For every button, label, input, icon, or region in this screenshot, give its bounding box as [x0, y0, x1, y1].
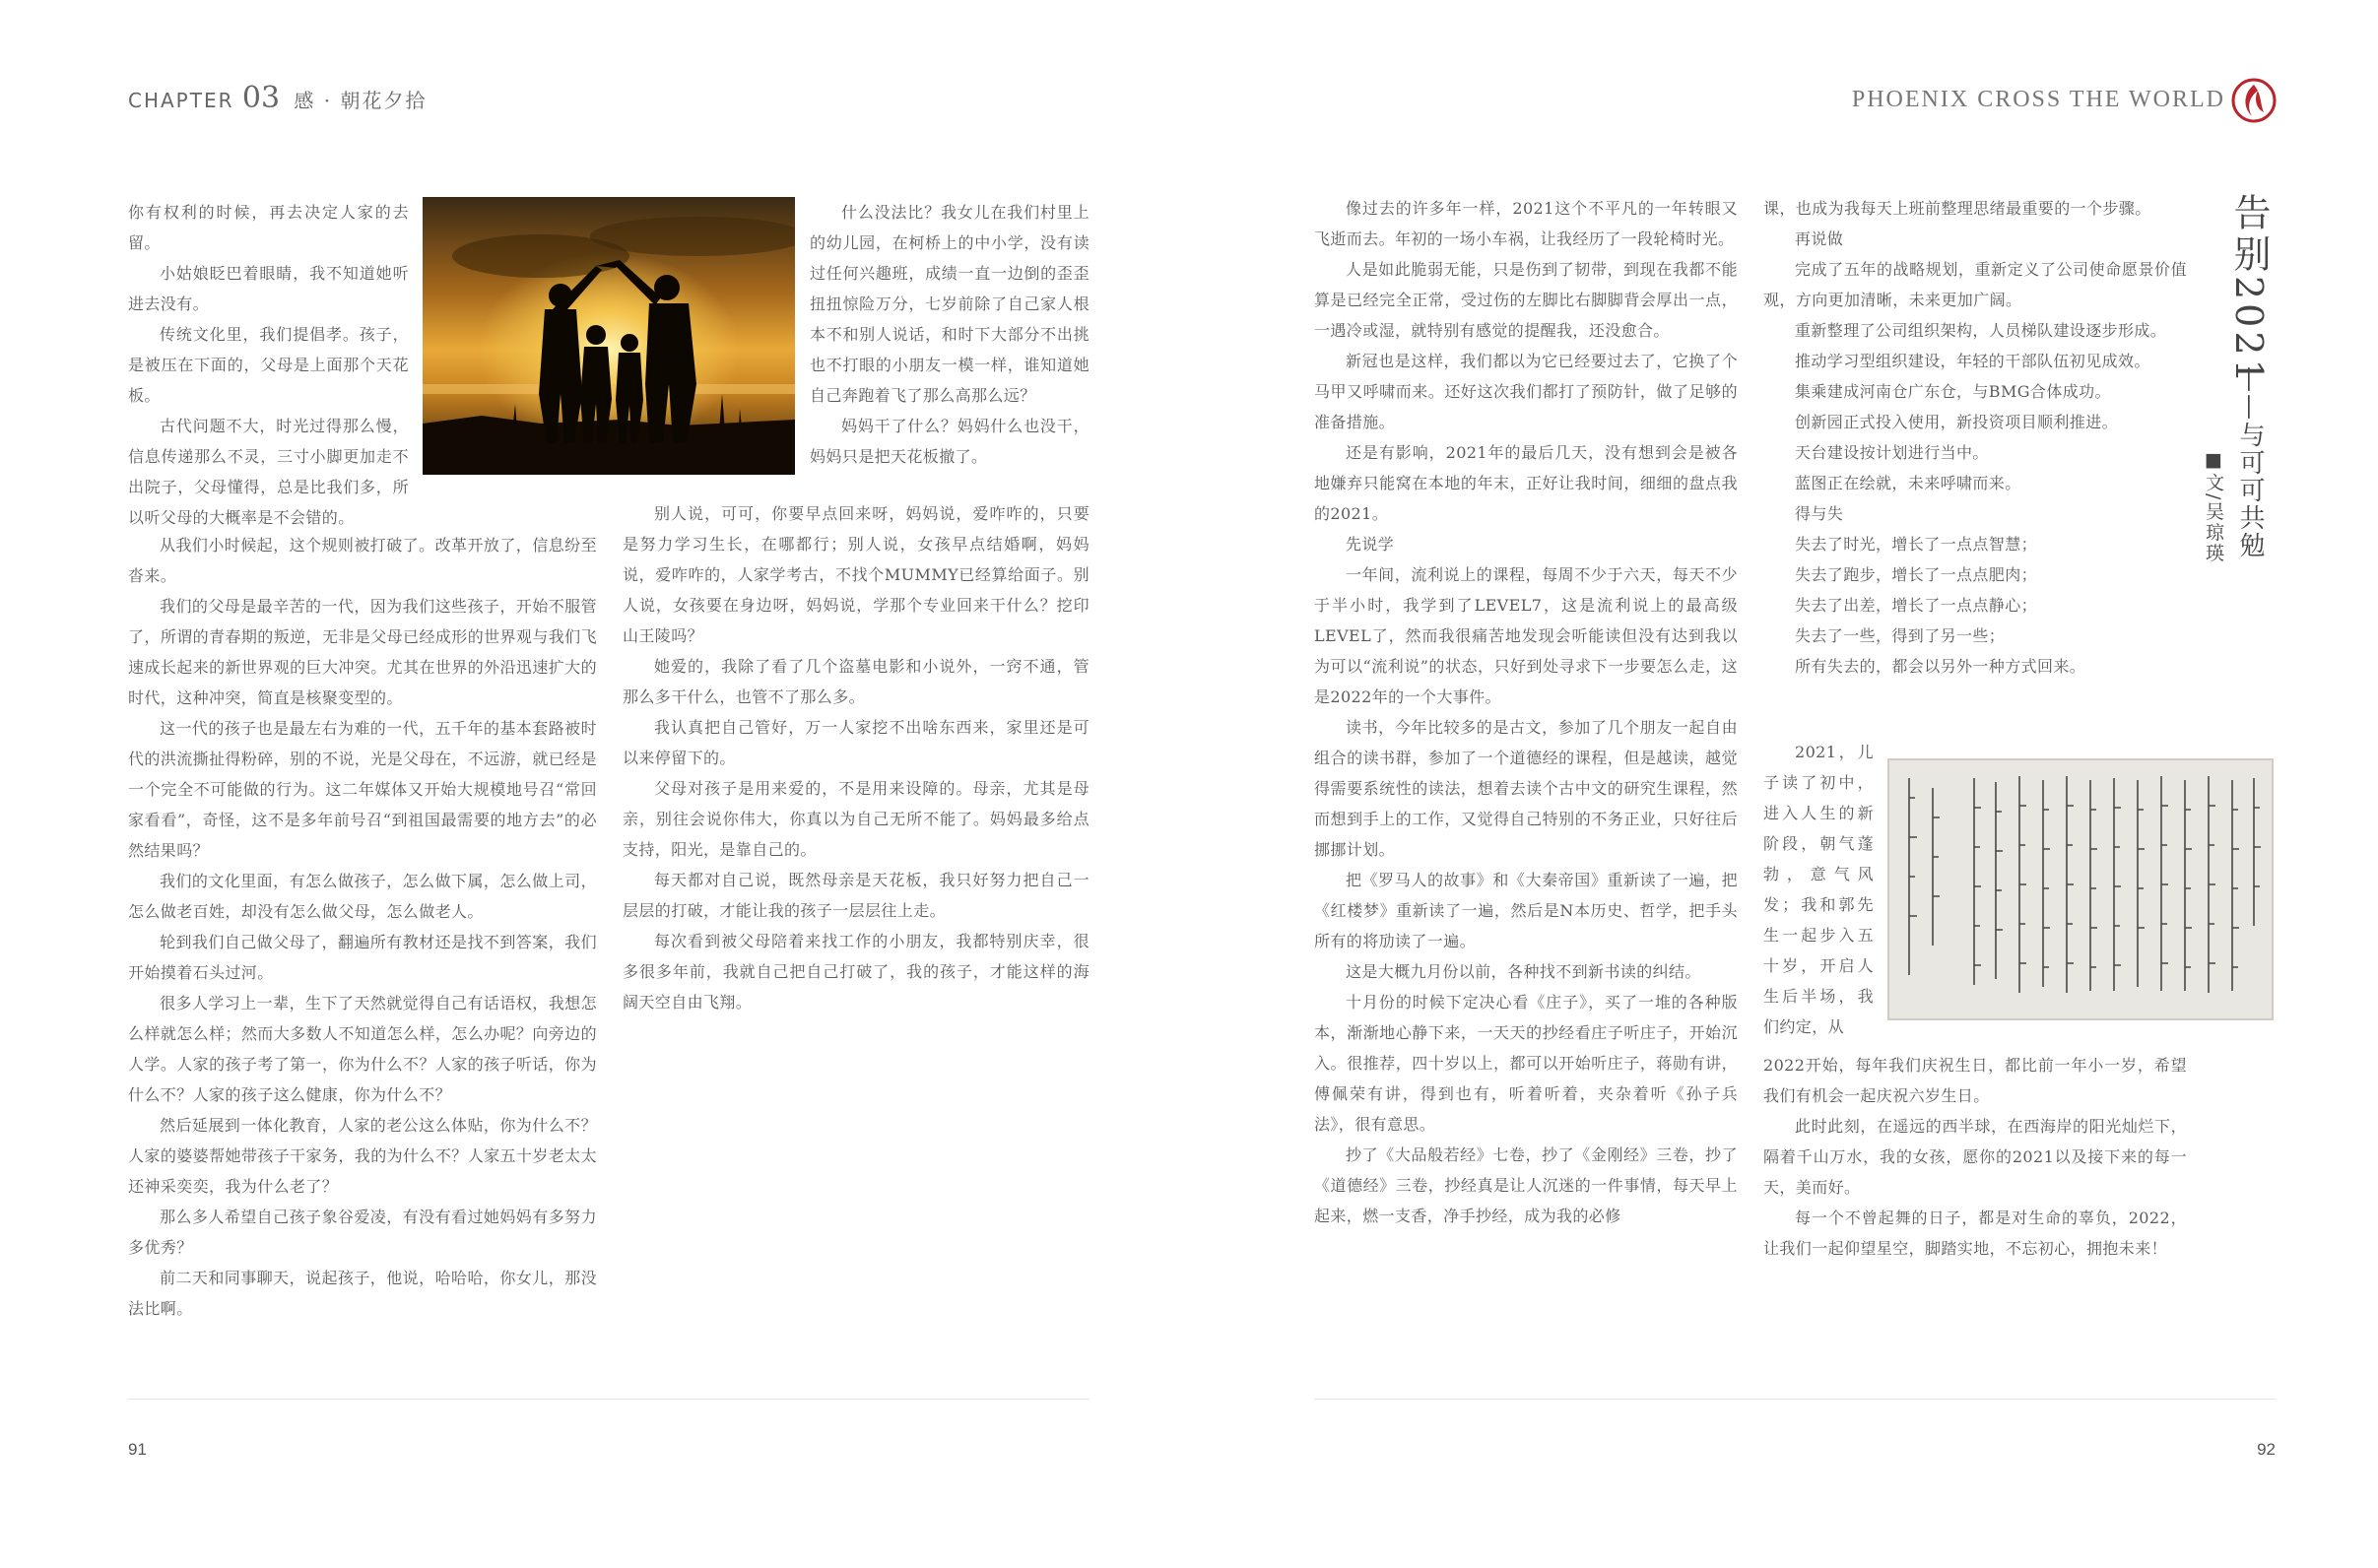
right-col2-narrow: [1763, 737, 1874, 1042]
paragraph: 还是有影响，2021年的最后几天，没有想到会是被各地嫌弃只能窝在本地的年末，正好让我时间，细细的盘点我的2021。: [1314, 443, 1738, 523]
paragraph: 我认真把自己管好，万一人家挖不出啥东西来，家里还是可以来停留下的。: [623, 718, 1090, 767]
paragraph: 她爱的，我除了看了几个盗墓电影和小说外，一窍不通，管那么多干什么，也管不了那么多。: [623, 657, 1090, 706]
paragraph: 天台建设按计划进行当中。: [1795, 443, 1989, 462]
paragraph: 每一个不曾起舞的日子，都是对生命的辜负，2022，让我们一起仰望星空，脚踏实地，不忘初心，拥抱未来！: [1763, 1209, 2187, 1258]
paragraph: 蓝图正在绘就，未来呼啸而来。: [1795, 474, 2021, 492]
paragraph: 那么多人希望自己孩子象谷爱凌，有没有看过她妈妈有多努力多优秀？: [128, 1208, 597, 1257]
paragraph: 失去了出差，增长了一点点静心；: [1795, 596, 2038, 615]
paragraph: 每天都对自己说，既然母亲是天花板，我只好努力把自己一层层的打破，才能让我的孩子一层层往上走。: [623, 871, 1090, 920]
paragraph: 2022开始，每年我们庆祝生日，都比前一年小一岁，希望我们有机会一起庆祝六岁生日。: [1763, 1056, 2187, 1105]
paragraph: 人是如此脆弱无能，只是伤到了韧带，到现在我都不能算是已经完全正常，受过伤的左脚比右脚脚背会厚出一点，一遇冷或湿，就特别有感觉的提醒我，还没愈合。: [1314, 260, 1738, 340]
paragraph: 课，也成为我每天上班前整理思绪最重要的一个步骤。: [1763, 199, 2151, 218]
paragraph: 重新整理了公司组织架构，人员梯队建设逐步形成。: [1795, 321, 2167, 340]
paragraph: 从我们小时候起，这个规则被打破了。改革开放了，信息纷至沓来。: [128, 536, 597, 585]
paragraph: 父母对孩子是用来爱的，不是用来设障的。母亲，尤其是母亲，别往会说你伟大，你真以为自己无所不能了。妈妈最多给点支持，阳光，是靠自己的。: [623, 779, 1090, 859]
left-col2: [623, 498, 1090, 1017]
paragraph: 小姑娘眨巴着眼睛，我不知道她听进去没有。: [128, 264, 409, 313]
paragraph: 古代问题不大，时光过得那么慢，信息传递那么不灵，三寸小脚更加走不出院子，父母懂得，总是比我们多，所以听父母的大概率是不会错的。: [128, 417, 409, 527]
paragraph: 传统文化里，我们提倡孝。孩子，是被压在下面的，父母是上面那个天花板。: [128, 325, 409, 405]
paragraph: 2021，儿子读了初中，进入人生的新阶段，朝气蓬勃，意气风发；我和郭先生一起步入五十岁，开启人生后半场，我们约定，从: [1763, 743, 1874, 1036]
left-col1: [128, 530, 597, 1324]
paragraph: 所有失去的，都会以另外一种方式回来。: [1795, 657, 2086, 676]
paragraph: 你有权利的时候，再去决定人家的去留。: [128, 203, 409, 252]
paragraph: 每次看到被父母陪着来找工作的小朋友，我都特别庆幸，很多很多年前，我就自己把自己打破了，我的孩子，才能这样的海阔天空自由飞翔。: [623, 932, 1090, 1012]
paragraph: 十月份的时候下定决心看《庄子》，买了一堆的各种版本，渐渐地心静下来，一天天的抄经看庄子听庄子，开始沉入。很推荐，四十岁以上，都可以开始听庄子，蒋勋有讲，傅佩荣有讲，得到也有，听着听着，夹杂着听《孙子兵法》，很有意思。: [1314, 993, 1738, 1134]
page-number-right: 92: [2257, 1440, 2276, 1459]
paragraph: 完成了五年的战略规划，重新定义了公司使命愿景价值观，方向更加清晰，未来更加广阔。: [1763, 260, 2187, 309]
paragraph: 别人说，可可，你要早点回来呀，妈妈说，爱咋咋的，只要是努力学习生长，在哪都行；别人说，女孩早点结婚啊，妈妈说，爱咋咋的，人家学考古，不找个MUMMY已经算给面子。别人说，女孩要在身边呀，妈妈说，学那个专业回来干什么？挖印山王陵吗？: [623, 504, 1090, 645]
chapter-word: CHAPTER: [128, 89, 234, 112]
paragraph: 推动学习型组织建设，年轻的干部队伍初见成效。: [1795, 352, 2150, 370]
paragraph: 很多人学习上一辈，生下了天然就觉得自己有话语权，我想怎么样就怎么样；然而大多数人不知道怎么样，怎么办呢？向旁边的人学。人家的孩子考了第一，你为什么不？人家的孩子听话，你为什么不？人家的孩子这么健康，你为什么不？: [128, 994, 597, 1104]
paragraph: 抄了《大品般若经》七卷，抄了《金刚经》三卷，抄了《道德经》三卷，抄经真是让人沉迷的一件事情，每天早上起来，燃一支香，净手抄经，成为我的必修: [1314, 1145, 1738, 1225]
calligraphy-photo: [1887, 758, 2274, 1020]
paragraph: 然后延展到一体化教育，人家的老公这么体贴，你为什么不？人家的婆婆帮她带孩子干家务，我的为什么不？人家五十岁老太太还神采奕奕，我为什么老了？: [128, 1116, 597, 1196]
article-subtitle: ——与可可共勉: [2235, 366, 2265, 559]
paragraph: 得与失: [1795, 504, 1844, 523]
paragraph: 失去了一些，得到了另一些；: [1795, 626, 2006, 645]
family-silhouette-photo: [423, 197, 795, 475]
page-number-left: 91: [128, 1440, 147, 1459]
paragraph: 一年间，流利说上的课程，每周不少于六天，每天不少于半小时，我学到了LEVEL7，这是流利说上的最高级LEVEL了，然而我很痛苦地发现会听能读但没有达到我以为可以“流利说”的状态，只好到处寻求下一步要怎么走，这是2022年的一个大事件。: [1314, 565, 1738, 706]
paragraph: 读书，今年比较多的是古文，参加了几个朋友一起自由组合的读书群，参加了一个道德经的课程，但是越读，越觉得需要系统性的读法，想着去读个古中文的研究生课程，然而想到手上的工作，又觉得自己特别的不务正业，只好往后挪挪计划。: [1314, 718, 1738, 859]
right-col1: [1314, 193, 1738, 1231]
article-byline: ■文/吴琼瑛: [2203, 449, 2224, 564]
article-title: 告别2021: [2227, 193, 2271, 387]
paragraph: 我们的文化里面，有怎么做孩子，怎么做下属，怎么做上司，怎么做老百姓，却没有怎么做父母，怎么做老人。: [128, 872, 597, 921]
footer-rule: [1314, 1399, 2276, 1400]
paragraph: 这一代的孩子也是最左右为难的一代，五千年的基本套路被时代的洪流撕扯得粉碎，别的不说，光是父母在，不远游，就已经是一个完全不可能做的行为。这二年媒体又开始大规模地号召“常回家看看”，奇怪，这不是多年前号召“到祖国最需要的地方去”的必然结果吗？: [128, 719, 597, 860]
footer-rule: [128, 1399, 1090, 1400]
paragraph: 什么没法比？我女儿在我们村里上的幼儿园，在柯桥上的中小学，没有读过任何兴趣班，成绩一直一边倒的歪歪扭扭惊险万分，七岁前除了自己家人根本不和别人说话，和时下大部分不出挑也不打眼的小朋友一模一样，谁知道她自己奔跑着飞了那么高那么远？: [810, 203, 1090, 405]
paragraph: 新冠也是这样，我们都以为它已经要过去了，它换了个马甲又呼啸而来。还好这次我们都打了预防针，做了足够的准备措施。: [1314, 352, 1738, 431]
paragraph: 像过去的许多年一样，2021这个不平凡的一年转眼又飞逝而去。年初的一场小车祸，让我经历了一段轮椅时光。: [1314, 199, 1738, 248]
paragraph: 我们的父母是最辛苦的一代，因为我们这些孩子，开始不服管了，所谓的青春期的叛逆，无非是父母已经成形的世界观与我们飞速成长起来的新世界观的巨大冲突。尤其在世界的外沿迅速扩大的时代，这种冲突，简直是核聚变型的。: [128, 597, 597, 707]
chapter-title: 感 · 朝花夕拾: [294, 89, 428, 112]
paragraph: 这是大概九月份以前，各种找不到新书读的纠结。: [1346, 962, 1701, 981]
right-col2-bottom: [1763, 1050, 2187, 1264]
paragraph: 创新园正式投入使用，新投资项目顺利推进。: [1795, 413, 2119, 431]
chapter-number: 03: [241, 81, 281, 115]
paragraph: 此时此刻，在遥远的西半球，在西海岸的阳光灿烂下，隔着千山万水，我的女孩，愿你的2021以及接下来的每一天，美而好。: [1763, 1117, 2187, 1197]
brand-title: PHOENIX CROSS THE WORLD: [1851, 87, 2225, 112]
paragraph: 失去了跑步，增长了一点点肥肉；: [1795, 565, 2038, 584]
paragraph: 妈妈干了什么？妈妈什么也没干，妈妈只是把天花板撤了。: [810, 417, 1090, 466]
phoenix-logo-icon: [2230, 77, 2278, 124]
left-col1-narrow: [128, 197, 409, 533]
paragraph: 前二天和同事聊天，说起孩子，他说，哈哈哈，你女儿，那没法比啊。: [128, 1269, 597, 1318]
paragraph: 再说做: [1795, 229, 1844, 248]
paragraph: 失去了时光，增长了一点点智慧；: [1795, 535, 2038, 554]
paragraph: 把《罗马人的故事》和《大秦帝国》重新读了一遍，把《红楼梦》重新读了一遍，然后是N本历史、哲学，把手头所有的将劢读了一遍。: [1314, 871, 1738, 950]
left-col2-top: [810, 197, 1090, 472]
chapter-header: [128, 81, 427, 115]
right-col2-top: [1763, 193, 2187, 682]
paragraph: 集乘建成河南仓广东仓，与BMG合体成功。: [1795, 382, 2111, 401]
paragraph: 轮到我们自己做父母了，翻遍所有教材还是找不到答案，我们开始摸着石头过河。: [128, 933, 597, 982]
paragraph: 先说学: [1346, 535, 1395, 554]
